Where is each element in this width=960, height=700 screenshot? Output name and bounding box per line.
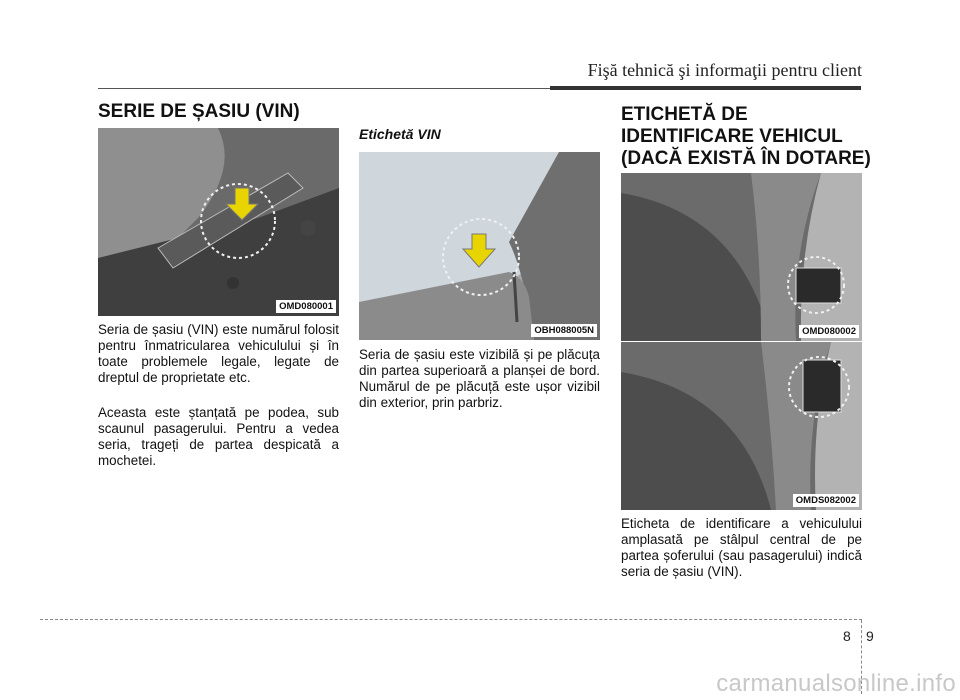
photo-code-label: OMD080002 xyxy=(799,325,859,338)
photo-label-pillar-1 xyxy=(621,173,862,341)
paragraph-vin-plate: Seria de șasiu este vizibilă și pe plăcuța din partea superioară a planșei de bord. Numărul de pe plăcuță este ușor vizibil din exterior, prin parbriz. xyxy=(359,347,600,410)
photo-vin-floor xyxy=(98,128,339,316)
photo-vin-dashboard xyxy=(359,152,600,340)
paragraph-vin-location: Aceasta este ștanțată pe podea, sub scaunul pasagerului. Pentru a vedea seria, trageți de partea despicată a mochetei. xyxy=(98,405,339,468)
page-number-right: 9 xyxy=(866,628,874,644)
photo-code-label: OMD080001 xyxy=(276,300,336,313)
page-number-left: 8 xyxy=(843,628,851,644)
header-hairline xyxy=(98,88,550,89)
header-rule xyxy=(550,86,861,90)
section-heading-vehicle-label: ETICHETĂ DE IDENTIFICARE VEHICUL (DACĂ EXISTĂ ÎN DOTARE) xyxy=(621,104,871,169)
page-header-title: Fişă tehnică şi informaţii pentru client xyxy=(587,60,862,80)
footer-dashed-rule xyxy=(40,619,862,620)
paragraph-vin-purpose: Seria de șasiu (VIN) este numărul folosit pentru înmatricularea vehiculului și în toate problemele legale, legate de dreptul de proprietate etc. xyxy=(98,322,339,385)
photo-code-label: OBH088005N xyxy=(531,324,597,337)
photo-code-label: OMDS082002 xyxy=(793,494,859,507)
photo-vin-dashboard-illustration xyxy=(359,152,600,340)
paragraph-vehicle-label: Eticheta de identificare a vehiculului amplasată pe stâlpul central de pe partea șoferului (sau pasagerului) indică seria de șasiu (VIN). xyxy=(621,516,862,579)
photo-label-pillar-2-illustration xyxy=(621,342,862,510)
photo-vin-floor-illustration xyxy=(98,128,339,316)
watermark: carmanualsonline.info xyxy=(716,670,956,697)
photo-label-pillar-2 xyxy=(621,342,862,510)
subheading-vin-label: Etichetă VIN xyxy=(359,126,441,142)
section-heading-vin: SERIE DE ȘASIU (VIN) xyxy=(98,101,300,122)
photo-label-pillar-1-illustration xyxy=(621,173,862,341)
